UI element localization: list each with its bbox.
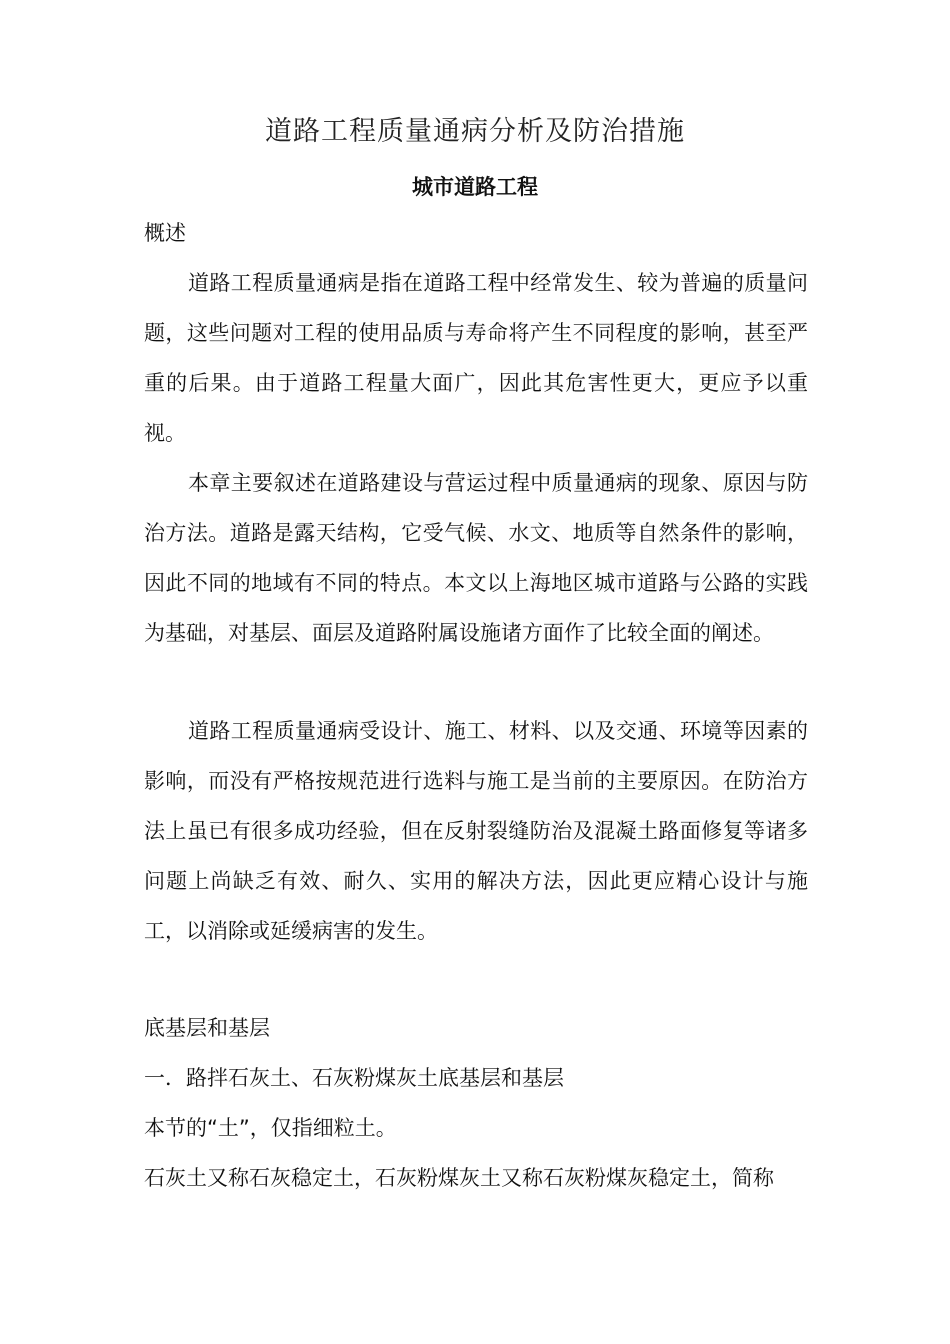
note-line: 本节的“土”，仅指细粒土。 [144, 1116, 397, 1140]
subsection-heading: 一．路拌石灰土、石灰粉煤灰土底基层和基层 [144, 1066, 564, 1090]
section-heading: 底基层和基层 [144, 1016, 270, 1040]
paragraph-2: 本章主要叙述在道路建设与营运过程中质量通病的现象、原因与防治方法。道路是露天结构，它受气候、水文、地质等自然条件的影响，因此不同的地域有不同的特点。本文以上海地区城市道路与公路的实践为基础，对基层、面层及道路附属设施诸方面作了比较全面的阐述。 [144, 471, 808, 645]
document-subtitle: 城市道路工程 [412, 175, 538, 199]
document-title: 道路工程质量通病分析及防治措施 [265, 116, 685, 147]
overview-heading: 概述 [144, 221, 186, 245]
body-last-line: 石灰土又称石灰稳定土，石灰粉煤灰土又称石灰粉煤灰稳定土，简称 [144, 1166, 774, 1190]
paragraph-3: 道路工程质量通病受设计、施工、材料、以及交通、环境等因素的影响，而没有严格按规范进行选料与施工是当前的主要原因。在防治方法上虽已有很多成功经验，但在反射裂缝防治及混凝土路面修复等诸多问题上尚缺乏有效、耐久、实用的解决方法，因此更应精心设计与施工，以消除或延缓病害的发生。 [144, 719, 808, 943]
paragraph-1: 道路工程质量通病是指在道路工程中经常发生、较为普遍的质量问题，这些问题对工程的使用品质与寿命将产生不同程度的影响，甚至严重的后果。由于道路工程量大面广，因此其危害性更大，更应予以重视。 [144, 271, 808, 445]
